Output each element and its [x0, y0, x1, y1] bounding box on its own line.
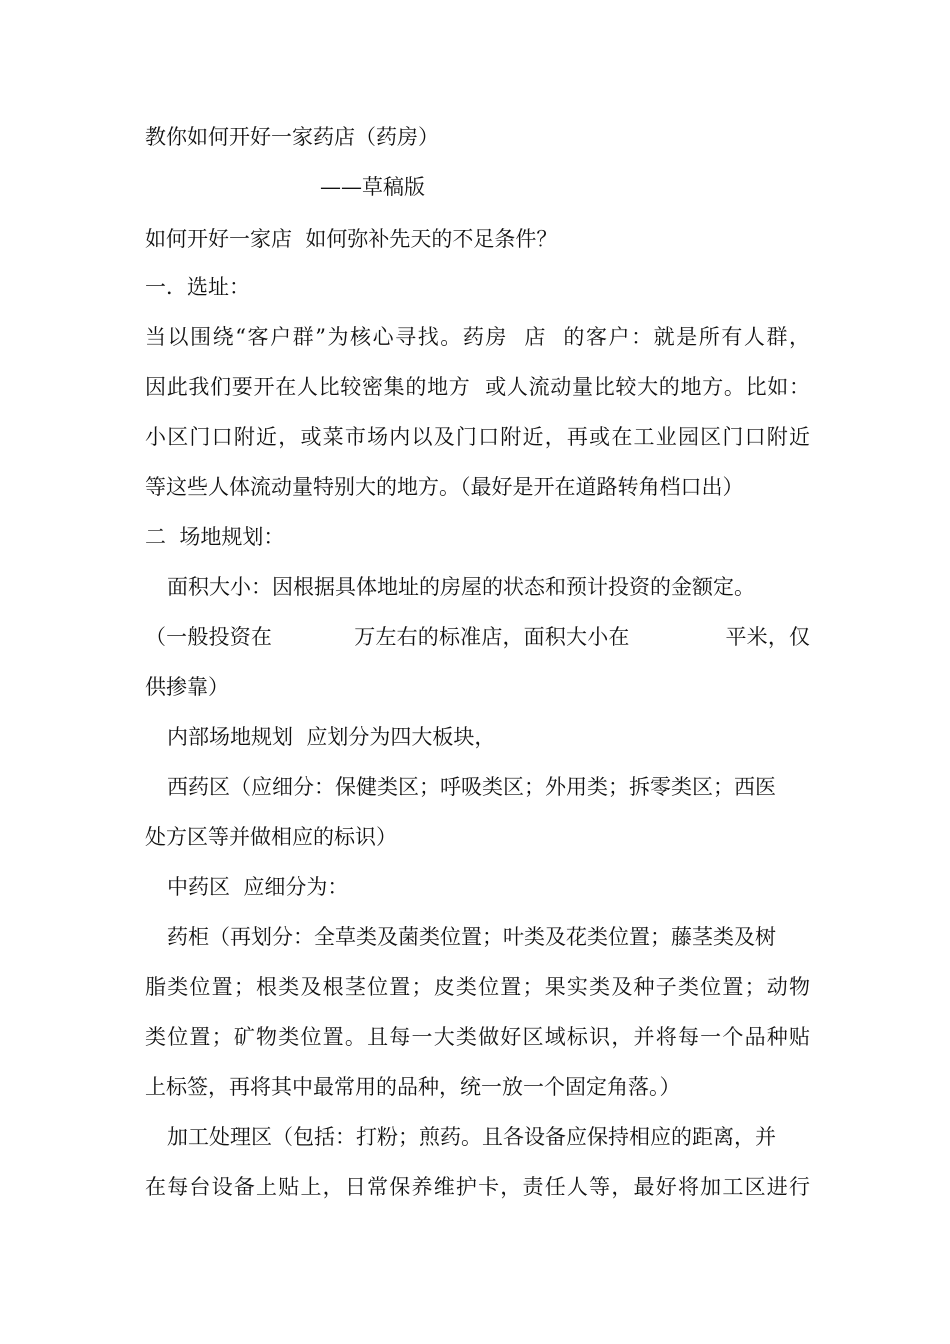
paragraph-line: 类位置；矿物类位置。且每一大类做好区域标识，并将每一个品种贴: [145, 1025, 810, 1049]
paragraph-line: 因此我们要开在人比较密集的地方 或人流动量比较大的地方。比如：: [145, 375, 810, 399]
paragraph-line: 内部场地规划 应划分为四大板块，: [167, 725, 496, 749]
paragraph-line: 脂类位置；根类及根茎位置；皮类位置；果实类及种子类位置；动物: [145, 975, 810, 999]
paragraph-line: 药柜（再划分：全草类及菌类位置；叶类及花类位置；藤茎类及树: [167, 925, 776, 949]
paragraph-line: 小区门口附近，或菜市场内以及门口附近，再或在工业园区门口附近: [145, 425, 810, 449]
paragraph-line: 上标签，再将其中最常用的品种，统一放一个固定角落。）: [145, 1075, 681, 1099]
paragraph-line: （一般投资在 万左右的标准店，面积大小在 平米，仅: [145, 625, 810, 649]
document-title: 教你如何开好一家药店（药房）: [145, 125, 439, 149]
paragraph-line: 西药区（应细分：保健类区；呼吸类区；外用类；拆零类区；西医: [167, 775, 776, 799]
paragraph-line: 中药区 应细分为：: [167, 875, 349, 899]
paragraph-line: 供掺靠）: [145, 675, 229, 699]
paragraph-line: 当以围绕“客户群”为核心寻找。药房 店 的客户：就是所有人群，: [145, 325, 810, 349]
section-heading-site-planning: 二 场地规划：: [145, 525, 285, 549]
paragraph-line: 处方区等并做相应的标识）: [145, 825, 397, 849]
document-subtitle: ——草稿版: [320, 175, 425, 199]
paragraph-line: 面积大小：因根据具体地址的房屋的状态和预计投资的金额定。: [167, 575, 755, 599]
paragraph-line: 等这些人体流动量特别大的地方。（最好是开在道路转角档口出）: [145, 475, 744, 499]
intro-question: 如何开好一家店 如何弥补先天的不足条件？: [145, 227, 558, 251]
paragraph-line: 加工处理区（包括：打粉；煎药。且各设备应保持相应的距离，并: [167, 1125, 776, 1149]
section-heading-site-selection: 一．选址：: [145, 275, 250, 299]
paragraph-line: 在每台设备上贴上，日常保养维护卡，责任人等，最好将加工区进行: [145, 1175, 810, 1199]
